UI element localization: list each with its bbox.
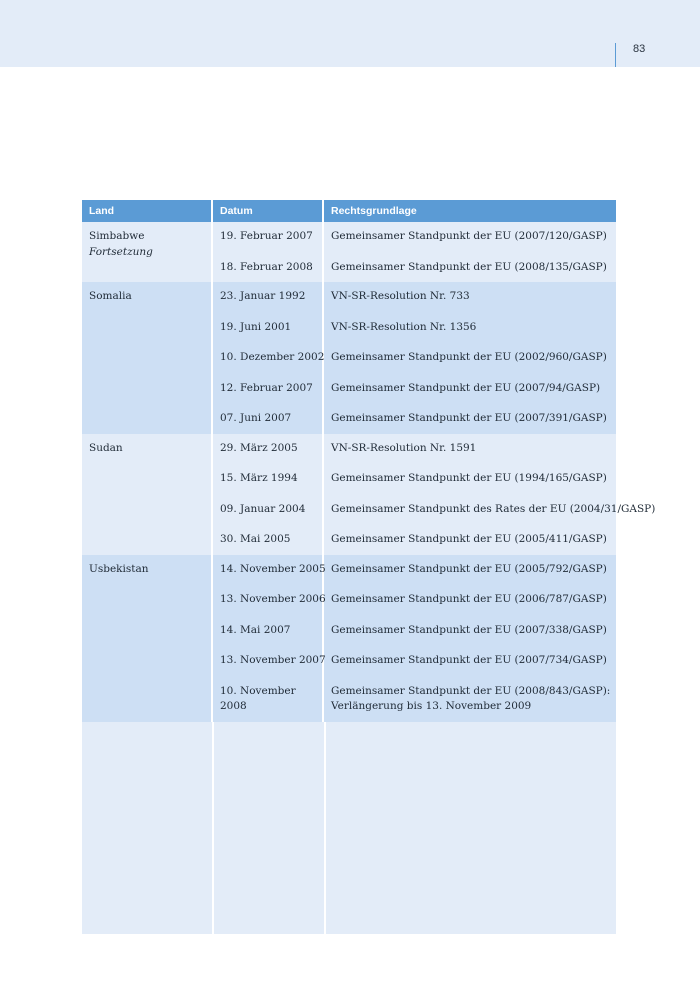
table-group-somalia — [82, 282, 616, 434]
datum-value: 12. Februar 2007 — [220, 381, 313, 394]
datum-value: 30. Mai 2005 — [220, 533, 291, 545]
land-cell — [82, 282, 213, 434]
table-group-sudan — [82, 434, 656, 555]
rechtsgrundlage-value: VN-SR-Resolution Nr. 1356 — [331, 320, 477, 333]
rechtsgrundlage-continuation: Verlängerung bis 13. November 2009 — [331, 700, 532, 712]
rechtsgrundlage-value: Gemeinsamer Standpunkt der EU (2008/843/GASP): — [331, 684, 611, 697]
datum-cell — [213, 222, 324, 282]
land-name: Somalia — [89, 290, 132, 302]
land-name: Sudan — [89, 441, 123, 454]
rechtsgrundlage-value: Gemeinsamer Standpunkt der EU (2006/787/GASP) — [331, 593, 607, 605]
datum-value: 09. Januar 2004 — [220, 502, 306, 515]
datum-value: 19. Juni 2001 — [220, 320, 292, 333]
table-header-row — [82, 200, 616, 222]
rechtsgrundlage-value: VN-SR-Resolution Nr. 1591 — [331, 441, 477, 454]
datum-value: 29. März 2005 — [220, 441, 298, 454]
header-datum: Datum — [213, 200, 324, 222]
rechtsgrundlage-cell — [324, 555, 616, 722]
page-header-band — [0, 0, 700, 67]
empty-cell — [82, 722, 214, 934]
table-group-simbabwe — [82, 222, 616, 282]
land-name: Simbabwe — [89, 230, 145, 242]
table-group-usbekistan — [82, 555, 616, 722]
datum-value: 07. Juni 2007 — [220, 412, 292, 424]
rechtsgrundlage-value: Gemeinsamer Standpunkt der EU (2007/120/GASP) — [331, 230, 607, 242]
rechtsgrundlage-value: Gemeinsamer Standpunkt der EU (2007/338/GASP) — [331, 623, 607, 636]
datum-value: 18. Februar 2008 — [220, 260, 313, 273]
table-empty-area — [82, 722, 616, 934]
land-note: Fortsetzung — [89, 245, 153, 258]
rechtsgrundlage-value: Gemeinsamer Standpunkt der EU (2007/391/GASP) — [331, 412, 607, 424]
rechtsgrundlage-value: Gemeinsamer Standpunkt der EU (2005/792/GASP) — [331, 562, 607, 575]
datum-value: 10. Dezember 2002 — [220, 351, 325, 363]
land-cell — [82, 555, 213, 722]
page-number: 83 — [633, 43, 646, 55]
page-number-rule — [615, 43, 616, 67]
rechtsgrundlage-cell — [324, 222, 616, 282]
datum-value: 14. November 2005 — [220, 562, 326, 575]
rechtsgrundlage-value: VN-SR-Resolution Nr. 733 — [331, 290, 470, 302]
empty-cell — [326, 722, 616, 934]
datum-value: 23. Januar 1992 — [220, 290, 306, 302]
rechtsgrundlage-value: Gemeinsamer Standpunkt der EU (2008/135/GASP) — [331, 260, 607, 273]
datum-cell — [213, 555, 324, 722]
datum-cell — [213, 434, 324, 555]
datum-value: 15. März 1994 — [220, 472, 298, 484]
land-name: Usbekistan — [89, 562, 149, 575]
rechtsgrundlage-value: Gemeinsamer Standpunkt der EU (2005/411/GASP) — [331, 533, 607, 545]
datum-value: 10. November 2008 — [220, 684, 296, 712]
datum-value: 13. November 2007 — [220, 654, 326, 666]
header-land: Land — [82, 200, 213, 222]
datum-value: 13. November 2006 — [220, 593, 326, 605]
header-rechtsgrundlage: Rechtsgrundlage — [331, 205, 417, 217]
datum-cell — [213, 282, 324, 434]
rechtsgrundlage-cell — [324, 282, 616, 434]
datum-value: 19. Februar 2007 — [220, 230, 313, 242]
rechtsgrundlage-value: Gemeinsamer Standpunkt der EU (2002/960/GASP) — [331, 351, 607, 363]
land-cell — [82, 222, 213, 282]
rechtsgrundlage-cell — [324, 434, 656, 555]
land-cell — [82, 434, 213, 555]
rechtsgrundlage-value: Gemeinsamer Standpunkt der EU (2007/94/GASP) — [331, 381, 601, 394]
rechtsgrundlage-value: Gemeinsamer Standpunkt der EU (2007/734/GASP) — [331, 654, 607, 666]
rechtsgrundlage-value: Gemeinsamer Standpunkt des Rates der EU (2004/31/GASP) — [331, 502, 656, 515]
sanctions-table — [82, 200, 656, 934]
empty-cell — [214, 722, 326, 934]
rechtsgrundlage-value: Gemeinsamer Standpunkt der EU (1994/165/GASP) — [331, 472, 607, 484]
datum-value: 14. Mai 2007 — [220, 623, 291, 636]
